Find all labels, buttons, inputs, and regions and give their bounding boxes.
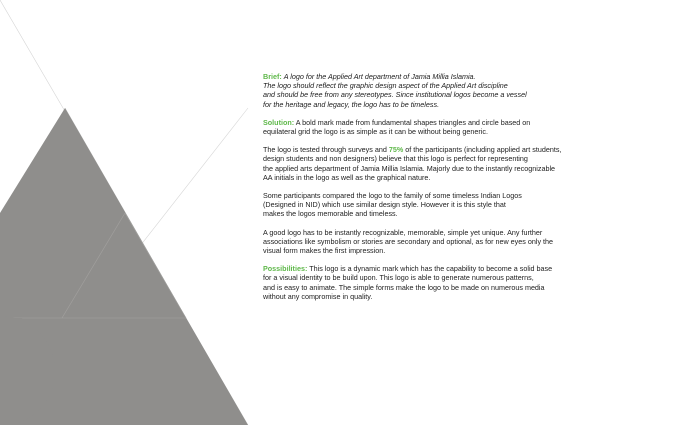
testing-paragraph bbox=[263, 145, 623, 182]
percent-highlight: 75% bbox=[388, 145, 404, 155]
solution-line: A bold mark made from fundamental shapes triangles and circle based on bbox=[295, 117, 531, 127]
brief-line: for the heritage and legacy, the logo has to be timeless. bbox=[263, 99, 440, 109]
possibilities-paragraph bbox=[263, 264, 623, 301]
testing-line: The logo is tested through surveys and bbox=[263, 145, 387, 155]
comparison-line: Some participants compared the logo to the family of some timeless Indian Logos bbox=[263, 191, 522, 201]
solution-paragraph bbox=[263, 118, 623, 136]
brief-line: and should be free from any stereotypes. Since institutional logos become a vessel bbox=[263, 90, 527, 100]
possibilities-line: and is easy to animate. The simple forms make the logo to be made on numerous media bbox=[263, 282, 545, 292]
possibilities-line: without any compromise in quality. bbox=[263, 291, 373, 301]
testing-line: the applied arts department of Jamia Millia Islamia. Majorly due to the instantly recognizable bbox=[263, 163, 556, 173]
testing-line: of the participants (including applied art students, bbox=[405, 145, 562, 155]
testing-line: AA initials in the logo as well as the graphical nature. bbox=[263, 172, 431, 182]
good-logo-line: visual form makes the first impression. bbox=[263, 246, 386, 256]
possibilities-label: Possibilities: bbox=[263, 264, 308, 274]
comparison-line: (Designed in NID) which use similar design style. However it is this style that bbox=[263, 200, 506, 210]
testing-line: design students and non designers) believe that this logo is perfect for representing bbox=[263, 154, 528, 164]
brief-line: A logo for the Applied Art department of Jamia Millia Islamia. bbox=[283, 72, 476, 81]
brief-line: The logo should reflect the graphic design aspect of the Applied Art discipline bbox=[263, 81, 508, 91]
solution-line: equilateral grid the logo is as simple as it can be without being generic. bbox=[263, 127, 488, 137]
solution-label: Solution: bbox=[263, 117, 295, 127]
comparison-line: makes the logos memorable and timeless. bbox=[263, 209, 398, 219]
description-text bbox=[263, 72, 623, 310]
comparison-paragraph bbox=[263, 191, 623, 219]
possibilities-line: This logo is a dynamic mark which has the capability to become a solid base bbox=[309, 264, 553, 274]
brief-label: Brief: bbox=[263, 72, 282, 81]
possibilities-line: for a visual identity to be build upon. This logo is able to generate numerous patterns, bbox=[263, 273, 534, 283]
good-logo-paragraph bbox=[263, 228, 623, 256]
good-logo-line: A good logo has to be instantly recognizable, memorable, simple yet unique. Any further bbox=[263, 227, 543, 237]
brief-paragraph bbox=[263, 72, 623, 109]
good-logo-line: associations like symbolism or stories are secondary and optional, as for new eyes only the bbox=[263, 236, 554, 246]
